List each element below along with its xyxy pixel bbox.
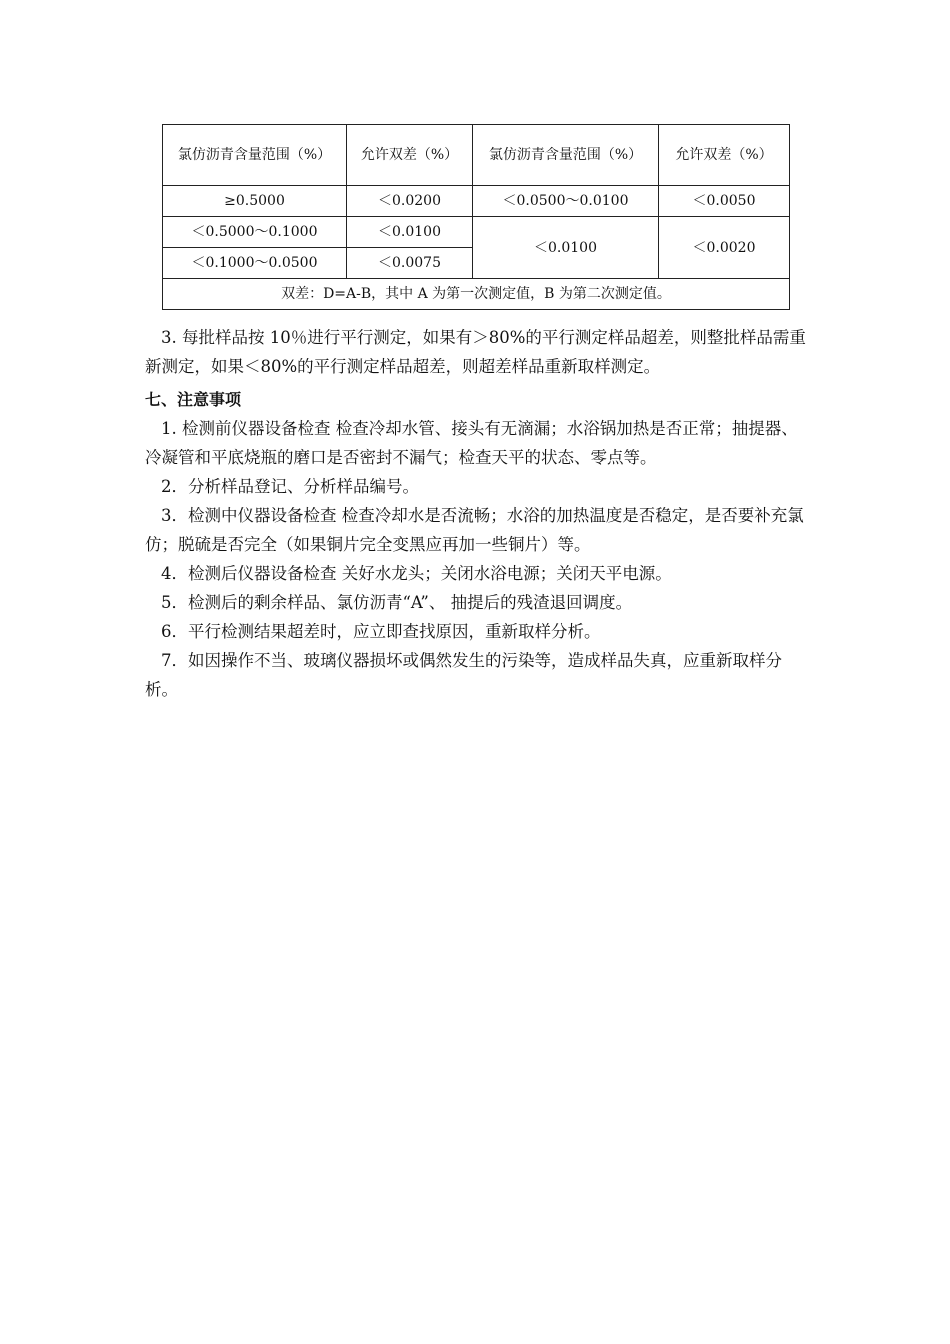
note-item: 6．平行检测结果超差时，应立即查找原因，重新取样分析。 <box>161 622 601 641</box>
table-row <box>163 186 790 217</box>
table-cell: ＜0.0500～0.0100 <box>473 186 659 217</box>
note-item: 4．检测后仪器设备检查 关好水龙头；关闭水浴电源；关闭天平电源。 <box>161 564 672 583</box>
paragraph-parallel-testing: 3. 每批样品按 10％进行平行测定，如果有＞80%的平行测定样品超差，则整批样品需重新测定，如果＜80%的平行测定样品超差，则超差样品重新取样测定。 <box>145 328 806 376</box>
table-cell-merged: ＜0.0020 <box>659 217 790 279</box>
table-cell: ≥0.5000 <box>163 186 347 217</box>
note-item: 1. 检测前仪器设备检查 检查冷却水管、接头有无滴漏；水浴锅加热是否正常；抽提器、冷凝管和平底烧瓶的磨口是否密封不漏气；检查天平的状态、零点等。 <box>145 419 798 467</box>
header-cell-tolerance-2: 允许双差（%） <box>659 125 790 186</box>
note-item: 2．分析样品登记、分析样品编号。 <box>161 477 419 496</box>
section-heading: 七、注意事项 <box>145 390 242 409</box>
table-note: 双差：D=A-B，其中 A 为第一次测定值，B 为第二次测定值。 <box>163 279 790 310</box>
table-cell: ＜0.5000～0.1000 <box>163 217 347 248</box>
table-cell-merged: ＜0.0100 <box>473 217 659 279</box>
note-item: 7．如因操作不当、玻璃仪器损坏或偶然发生的污染等，造成样品失真，应重新取样分析。 <box>145 651 782 699</box>
note-item: 3．检测中仪器设备检查 检查冷却水是否流畅；水浴的加热温度是否稳定，是否要补充氯仿；脱硫是否完全（如果铜片完全变黑应再加一些铜片）等。 <box>145 506 804 554</box>
table-cell: ＜0.1000～0.0500 <box>163 248 347 279</box>
table-cell: ＜0.0200 <box>347 186 473 217</box>
table-header-row <box>163 125 790 186</box>
table-cell: ＜0.0075 <box>347 248 473 279</box>
note-item: 5．检测后的剩余样品、氯仿沥青“A”、 抽提后的残渣退回调度。 <box>161 593 633 612</box>
table-cell: ＜0.0100 <box>347 217 473 248</box>
body-text <box>145 323 810 704</box>
header-cell-tolerance-1: 允许双差（%） <box>347 125 473 186</box>
table-note-row <box>163 279 790 310</box>
tolerance-table <box>162 124 790 310</box>
header-cell-range-1: 氯仿沥青含量范围（%） <box>163 125 347 186</box>
table-cell: ＜0.0050 <box>659 186 790 217</box>
table-row <box>163 217 790 248</box>
header-cell-range-2: 氯仿沥青含量范围（%） <box>473 125 659 186</box>
